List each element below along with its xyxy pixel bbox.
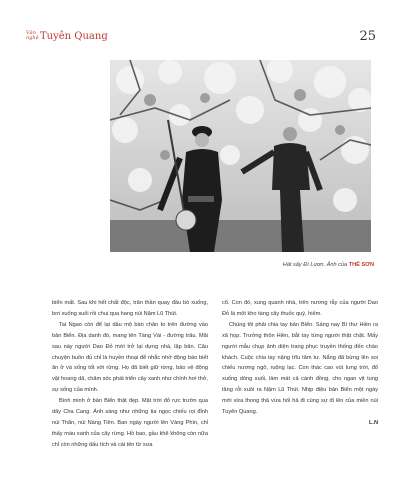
- article-body: [52, 298, 378, 448]
- caption-text: Hát sấy Đì Lượn. Ảnh của: [282, 262, 349, 268]
- paragraph: Chúng tôi phải chia tay bản Biển. Sáng nay Bí thư Hiền ra xã họp. Trưởng thôn Hiền, bắt tay từng người thật chặt. Mấy người mẫu chụp ảnh diện trang phục truyền thống đến chào khách. Cuộc chia tay nặng trĩu tâm tư. Nắng đã bừng lên soi chiếu nương ngô, ruộng lạc. Con thác cao vút lưng trời, đổ xuống dòng suối, làm mát cả cánh đồng, cho ngan vịt tung tăng rỗi xuôi ra Nậm Lũ Thút. Nhịp điệu bản Biển một ngày mới vừa thong thả vừa hối hả đi cùng sự đi lên của miền núi Tuyên Quang.: [222, 321, 378, 416]
- page-number: 25: [359, 29, 376, 44]
- paragraph: Bình minh ở bản Biển thật đẹp. Mặt trời đỏ rực trườn qua dãy Cha Cang. Ánh sáng như những tia ngọc chiếu rọi đỉnh núi Thẩn, núi Nàng Tiên. Ban ngày người lên Vàng Phìn, chỉ thấy màu xanh của cây rừng. Hồ bao, gầu khê không còn nữa chỉ còn những dấu tích và cái tên từ xưa: [52, 398, 208, 448]
- photo-illustration: [110, 60, 371, 252]
- caption-author: THẾ SƠN: [348, 262, 374, 268]
- paragraph: cổ. Con đó, xung quanh nhà, trên nương rẫy của người Dao Đỏ là một kho tàng cây thuốc quý, hiếm.: [222, 300, 378, 317]
- article-column-right: [222, 298, 378, 448]
- logo-word-nghe: nghệ: [26, 35, 39, 41]
- logo-title: Tuyên Quang: [40, 31, 108, 42]
- paragraph: biển mất. Sau khi hết chất độc, trăn thần quay đầu bò xuống, bơi xuống suối rồi chui qua hang núi Nậm Lũ Thút.: [52, 300, 208, 317]
- article-photo: [110, 60, 371, 252]
- logo-word-van: Văn: [26, 30, 36, 36]
- page-header: [0, 0, 402, 50]
- article-column-left: [52, 298, 208, 448]
- logo-small-text: [26, 31, 39, 41]
- photo-caption: [283, 262, 374, 268]
- paragraph: Tai Ngao còn để lại dấu mộ bàn chân to trên đường vào bản Biển. Địa danh đó, mang tên Tàng Vài - đường trâu. Mãi sau này người Dao Đỏ mới trở lại dựng nhà, lập bản. Câu chuyện buồn đủ chỉ là huyền thoại để nhắc nhở động bào biết ăn ở và sống tốt với rừng. Họ đã biết giữ rừng, bảo vệ động vật hoang dã, chăm sóc phát triển cây xanh như chính hơi thở, sự sống của mình.: [52, 321, 208, 394]
- author-signature: L.N: [368, 419, 378, 426]
